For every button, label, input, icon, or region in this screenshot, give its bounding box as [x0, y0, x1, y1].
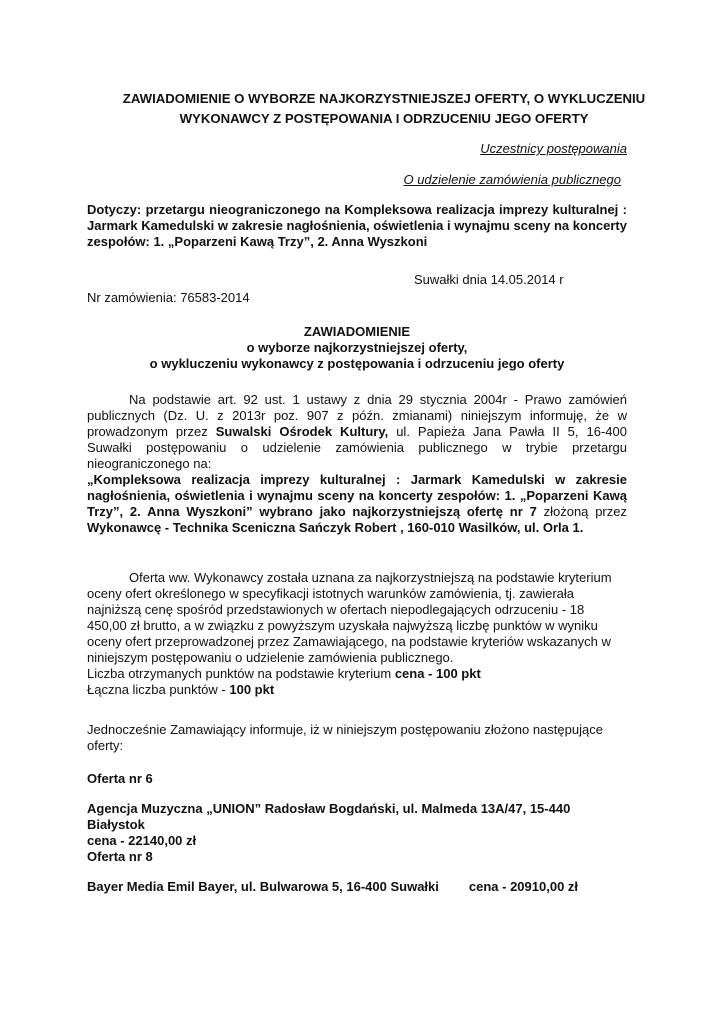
order-number: Nr zamówienia: 76583-2014 — [87, 290, 250, 305]
p2-points-label: Liczba otrzymanych punktów na podstawie kryterium — [87, 666, 395, 681]
notice-heading — [87, 324, 627, 372]
paragraph-3: Jednocześnie Zamawiający informuje, iż w niniejszym postępowaniu złożono następujące oferty: — [87, 722, 603, 753]
offer-8-heading: Oferta nr 8 — [87, 849, 153, 864]
offer-6-details — [87, 801, 627, 849]
document-title — [86, 89, 682, 129]
paragraph-1-intro — [87, 392, 627, 472]
notice-heading-line-2: o wyborze najkorzystniejszej oferty, — [246, 340, 468, 355]
offer-8-details — [87, 879, 627, 895]
p1-subject: „Kompleksowa realizacja imprezy kulturalnej : Jarmark Kamedulski w zakresie nagłośnienia, oświetlenia i wynajmu sceny na koncerty zespołów: 1. „Poparzeni Kawą Trzy”, 2. Anna Wyszkoni” wybrano jako najkorzystniejszą ofertę nr 7 — [87, 472, 627, 519]
title-line-1: ZAWIADOMIENIE O WYBORZE NAJKORZYSTNIEJSZEJ OFERTY, O WYKLUCZENIU — [122, 91, 646, 106]
p1-part1: Na podstawie art. 92 ust. 1 ustawy z dnia 29 stycznia 2004r - Prawo zamówień publicznych (Dz. U. z 2013r poz. 907 z późn. zmianami) niniejszym informuję, że w prowadzonym przez — [87, 392, 627, 439]
offer-8-company: Bayer Media Emil Bayer, ul. Bulwarowa 5, 16-400 Suwałki — [87, 879, 439, 894]
p2-total-value: 100 pkt — [229, 682, 275, 697]
p1-part3: złożoną przez — [536, 504, 627, 519]
offer-8-price: cena - 20910,00 zł — [468, 879, 579, 894]
offer-6-heading: Oferta nr 6 — [87, 771, 153, 786]
offer-6-price: cena - 22140,00 zł — [87, 833, 197, 848]
p2-text: Oferta ww. Wykonawcy została uznana za najkorzystniejszą na podstawie kryterium oceny ofert określonego w specyfikacji istotnych warunków zamówienia, tj. zawierała najniższą cenę spośród przedstawionych w ofertach niepodlegających odrzuceniu - 18 450,00 zł brutto, a w związku z powyższym uzyskała najwyższą liczbę punktów w wyniku oceny ofert przeprowadzonej przez Zamawiającego, na podstawie kryteriów wskazanych w niniejszym postępowaniu o udzielenie zamówienia publicznego. — [87, 570, 612, 665]
p1-part2: ul. Papieża Jana Pawła II 5, 16-400 Suwałki postępowaniu o udzielenie zamówienia publicznego w trybie przetargu nieograniczonego na: — [87, 424, 627, 471]
regarding-block — [87, 202, 627, 250]
p2-points-line — [87, 666, 627, 682]
p1-org: Suwalski Ośrodek Kultury, — [215, 424, 389, 439]
offer-6-company: Agencja Muzyczna „UNION” Radosław Bogdański, ul. Malmeda 13A/47, 15-440 Białystok — [87, 801, 571, 832]
paragraph-1-subject — [87, 472, 627, 536]
place-date: Suwałki dnia 14.05.2014 r — [414, 272, 564, 287]
paragraph-1 — [87, 392, 627, 536]
notice-heading-line-3: o wykluczeniu wykonawcy z postępowania i odrzuceniu jego oferty — [149, 356, 565, 371]
notice-heading-line-1: ZAWIADOMIENIE — [303, 324, 411, 339]
p2-total-label: Łączna liczba punktów - — [87, 682, 230, 697]
p1-winner: Wykonawcę - Technika Sceniczna Sańczyk Robert , 160-010 Wasilków, ul. Orla 1. — [87, 520, 584, 535]
paragraph-2 — [87, 570, 627, 698]
regarding-label: Dotyczy: — [87, 202, 142, 217]
subject-type: O udzielenie zamówienia publicznego — [403, 172, 621, 187]
p2-total-line — [87, 682, 627, 698]
p2-points-value: cena - 100 pkt — [394, 666, 481, 681]
regarding-text: przetargu nieograniczonego na Kompleksowa realizacja imprezy kulturalnej : Jarmark Kamedulski w zakresie nagłośnienia, oświetlenia i wynajmu sceny na koncerty zespołów: 1. „Poparzeni Kawą Trzy”, 2. Anna Wyszkoni — [87, 202, 627, 249]
recipients: Uczestnicy postępowania — [480, 141, 627, 156]
title-line-2: WYKONAWCY Z POSTĘPOWANIA I ODRZUCENIU JEGO OFERTY — [179, 111, 589, 126]
